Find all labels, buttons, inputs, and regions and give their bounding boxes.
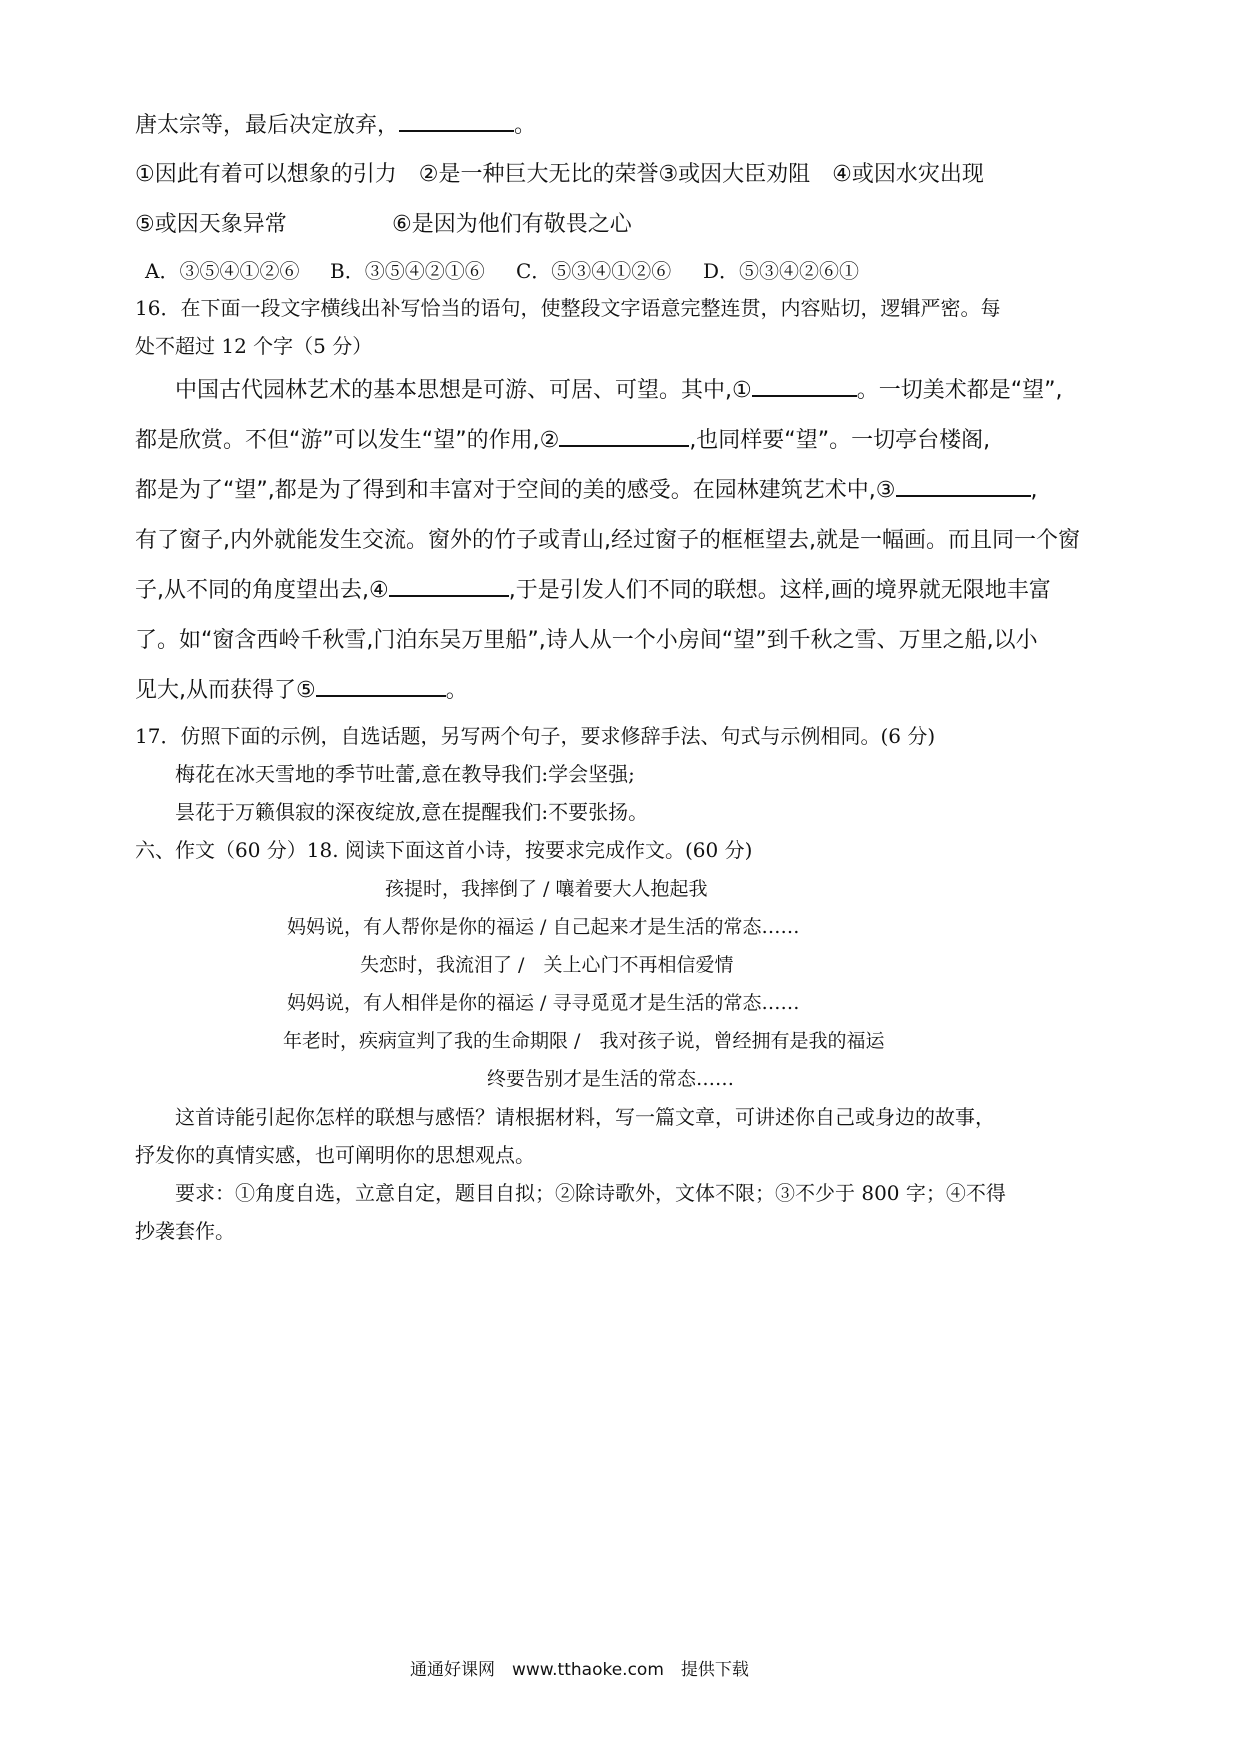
q16-para-line7 bbox=[135, 673, 468, 704]
q18-requirements-line2: 抄袭套作。 bbox=[135, 1219, 235, 1243]
q17-example-1: 梅花在冰天雪地的季节吐蕾,意在教导我们:学会坚强; bbox=[175, 762, 635, 786]
q16-para-line6: 了。如“窗含西岭千秋雪,门泊东吴万里船”,诗人从一个小房间“望”到千秋之雪、万里之船,以小 bbox=[135, 628, 1038, 653]
q16-para-line1 bbox=[175, 373, 1063, 404]
q15-answer-blank bbox=[399, 110, 514, 132]
poem-line: 妈妈说，有人帮你是你的福运 / 自己起来才是生活的常态…… bbox=[287, 916, 800, 938]
q16-blank-4 bbox=[389, 575, 509, 597]
q15-options-line1: ①因此有着可以想象的引力 ②是一种巨大无比的荣誉③或因大臣劝阻 ④或因水灾出现 bbox=[135, 162, 984, 187]
poem-line: 妈妈说，有人相伴是你的福运 / 寻寻觅觅才是生活的常态…… bbox=[287, 992, 800, 1014]
q16-p3a: 都是为了“望”,都是为了得到和丰富对于空间的美的感受。在园林建筑艺术中,③ bbox=[135, 478, 896, 503]
q16-para-line4: 有了窗子,内外就能发生交流。窗外的竹子或青山,经过窗子的框框望去,就是一幅画。而且同一个窗 bbox=[135, 528, 1080, 553]
q16-p3b: , bbox=[1030, 478, 1038, 503]
q16-p5a: 子,从不同的角度望出去,④ bbox=[135, 578, 389, 603]
q15-choice-c: C．⑤③④①②⑥ bbox=[516, 259, 672, 283]
q15-options-line2a: ⑤或因天象异常 bbox=[135, 212, 287, 237]
q16-prompt-line2: 处不超过 12 个字（5 分） bbox=[135, 334, 373, 358]
q16-p7a: 见大,从而获得了⑤ bbox=[135, 678, 316, 703]
poem-line: 年老时，疾病宣判了我的生命期限 / 我对孩子说，曾经拥有是我的福运 bbox=[283, 1030, 885, 1052]
q16-blank-1 bbox=[752, 375, 857, 397]
q15-choice-d: D．⑤③④②⑥① bbox=[703, 259, 860, 283]
q17-prompt: 17．仿照下面的示例，自选话题，另写两个句子，要求修辞手法、句式与示例相同。(6 分) bbox=[135, 724, 936, 748]
q15-stem-end: 唐太宗等，最后决定放弃， bbox=[135, 113, 400, 138]
poem-line: 失恋时，我流泪了 / 关上心门不再相信爱情 bbox=[360, 954, 734, 976]
q16-p5b: ,于是引发人们不同的联想。这样,画的境界就无限地丰富 bbox=[508, 578, 1051, 603]
footer-credit: 通通好课网 www.tthaoke.com 提供下载 bbox=[410, 1660, 749, 1680]
q16-blank-2 bbox=[559, 425, 689, 447]
q15-choice-a: A．③⑤④①②⑥ bbox=[145, 259, 300, 283]
poem-line: 孩提时，我摔倒了 / 嚷着要大人抱起我 bbox=[385, 878, 708, 900]
q18-task-line1: 这首诗能引起你怎样的联想与感悟？请根据材料，写一篇文章，可讲述你自己或身边的故事， bbox=[175, 1105, 995, 1129]
q15-options-line2b: ⑥是因为他们有敬畏之心 bbox=[392, 212, 632, 237]
q18-prompt: 六、作文（60 分）18. 阅读下面这首小诗，按要求完成作文。(60 分) bbox=[135, 838, 753, 862]
q18-task-line2: 抒发你的真情实感，也可阐明你的思想观点。 bbox=[135, 1143, 535, 1167]
q18-requirements-line1: 要求：①角度自选，立意自定，题目自拟；②除诗歌外，文体不限；③不少于 800 字；④不得 bbox=[175, 1181, 1006, 1205]
q16-blank-3 bbox=[896, 475, 1031, 497]
q15-stem-line bbox=[135, 108, 536, 139]
q16-para-line3 bbox=[135, 473, 1038, 504]
q16-prompt-line1: 16．在下面一段文字横线出补写恰当的语句，使整段文字语意完整连贯，内容贴切，逻辑严密。每 bbox=[135, 296, 1001, 320]
q16-para-line5 bbox=[135, 573, 1051, 604]
q16-p1b: 。一切美术都是“望”, bbox=[856, 378, 1063, 403]
poem-line: 终要告别才是生活的常态…… bbox=[487, 1068, 735, 1090]
q15-stem-tail: 。 bbox=[514, 113, 537, 138]
q17-example-2: 昙花于万籁俱寂的深夜绽放,意在提醒我们:不要张扬。 bbox=[175, 800, 649, 824]
q16-blank-5 bbox=[316, 675, 446, 697]
q15-choice-b: B．③⑤④②①⑥ bbox=[330, 259, 485, 283]
q16-p1a: 中国古代园林艺术的基本思想是可游、可居、可望。其中,① bbox=[175, 378, 752, 403]
q16-para-line2 bbox=[135, 423, 990, 454]
q16-p2b: ,也同样要“望”。一切亭台楼阁, bbox=[689, 428, 991, 453]
q16-p2a: 都是欣赏。不但“游”可以发生“望”的作用,② bbox=[135, 428, 560, 453]
q16-p7b: 。 bbox=[445, 678, 468, 703]
